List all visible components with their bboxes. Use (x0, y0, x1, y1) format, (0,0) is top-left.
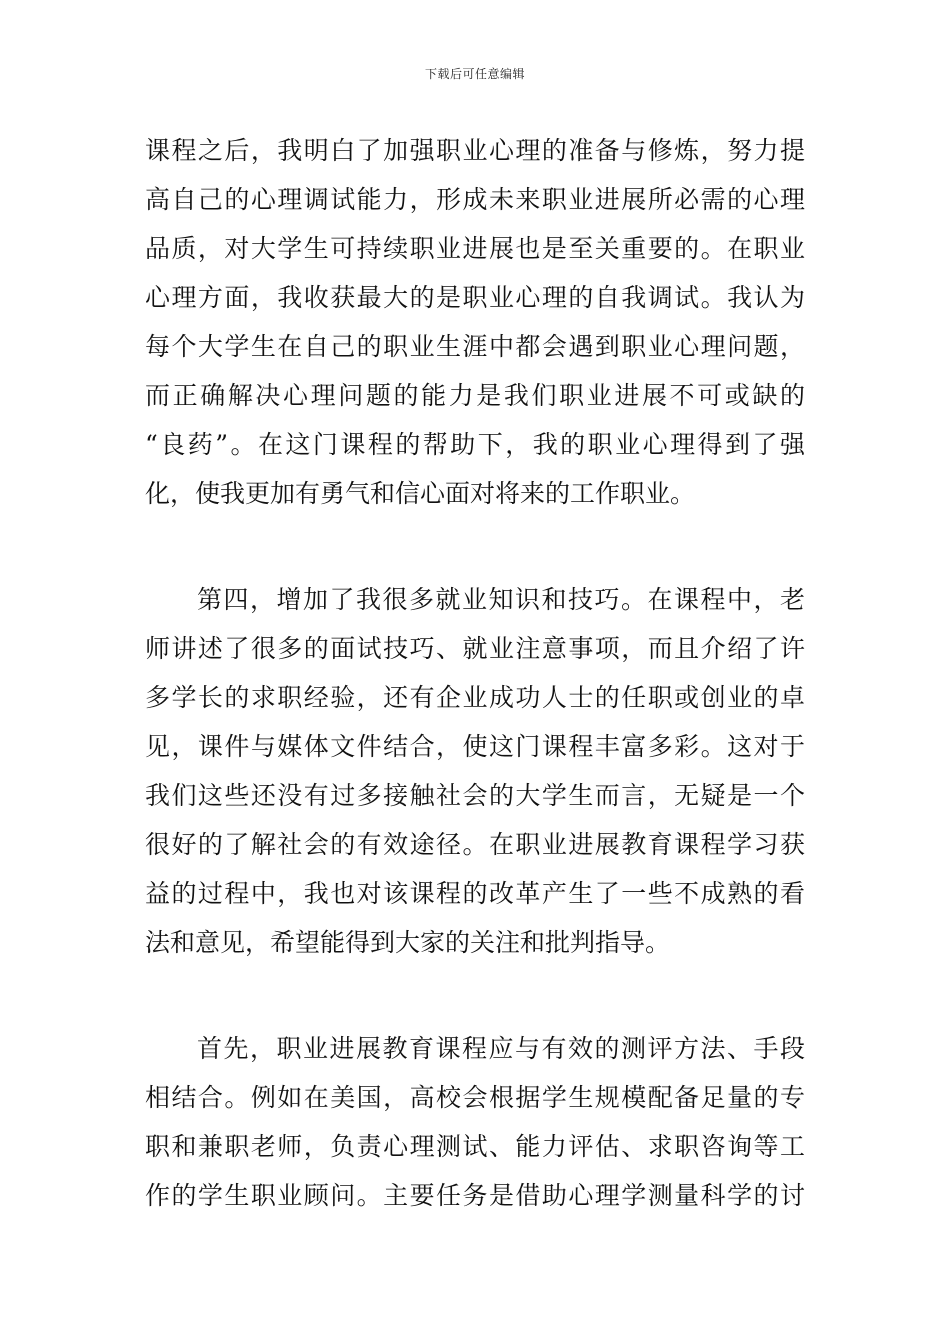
paragraph-2-line-6: 很好的了解社会的有效途径。在职业进展教育课程学习获 (145, 830, 805, 859)
paragraph-2-line-2: 师讲述了很多的面试技巧、就业注意事项，而且介绍了许 (145, 634, 805, 663)
paragraph-1-line-5: 每个大学生在自己的职业生涯中都会遇到职业心理问题， (145, 332, 805, 361)
paragraph-1-line-2: 高自己的心理调试能力，形成未来职业进展所必需的心理 (145, 185, 805, 214)
paragraph-3-line-2: 相结合。例如在美国，高校会根据学生规模配备足量的专 (145, 1083, 805, 1112)
paragraph-2-line-5: 我们这些还没有过多接触社会的大学生而言，无疑是一个 (145, 781, 805, 810)
page-header: 下载后可任意编辑 (424, 67, 525, 81)
paragraph-1-line-3: 品质，对大学生可持续职业进展也是至关重要的。在职业 (145, 234, 805, 263)
paragraph-2-line-4: 见，课件与媒体文件结合，使这门课程丰富多彩。这对于 (145, 732, 805, 761)
paragraph-3-line-4: 作的学生职业顾问。主要任务是借助心理学测量科学的讨 (145, 1181, 805, 1210)
paragraph-1-line-8: 化，使我更加有勇气和信心面对将来的工作职业。 (145, 479, 696, 508)
paragraph-3-line-1: 首先，职业进展教育课程应与有效的测评方法、手段 (197, 1034, 805, 1063)
paragraph-1-line-6: 而正确解决心理问题的能力是我们职业进展不可或缺的 (145, 381, 805, 410)
paragraph-2-line-1: 第四，增加了我很多就业知识和技巧。在课程中，老 (197, 585, 805, 614)
paragraph-2-line-3: 多学长的求职经验，还有企业成功人士的任职或创业的卓 (145, 683, 805, 712)
paragraph-1-line-4: 心理方面，我收获最大的是职业心理的自我调试。我认为 (145, 283, 805, 312)
paragraph-2-line-8: 法和意见，希望能得到大家的关注和批判指导。 (145, 928, 671, 957)
paragraph-2-line-7: 益的过程中，我也对该课程的改革产生了一些不成熟的看 (145, 879, 805, 908)
paragraph-1-line-1: 课程之后，我明白了加强职业心理的准备与修炼，努力提 (145, 136, 805, 165)
paragraph-1-line-7: “良药”。在这门课程的帮助下，我的职业心理得到了强 (145, 430, 805, 459)
paragraph-3-line-3: 职和兼职老师，负责心理测试、能力评估、求职咨询等工 (145, 1132, 805, 1161)
